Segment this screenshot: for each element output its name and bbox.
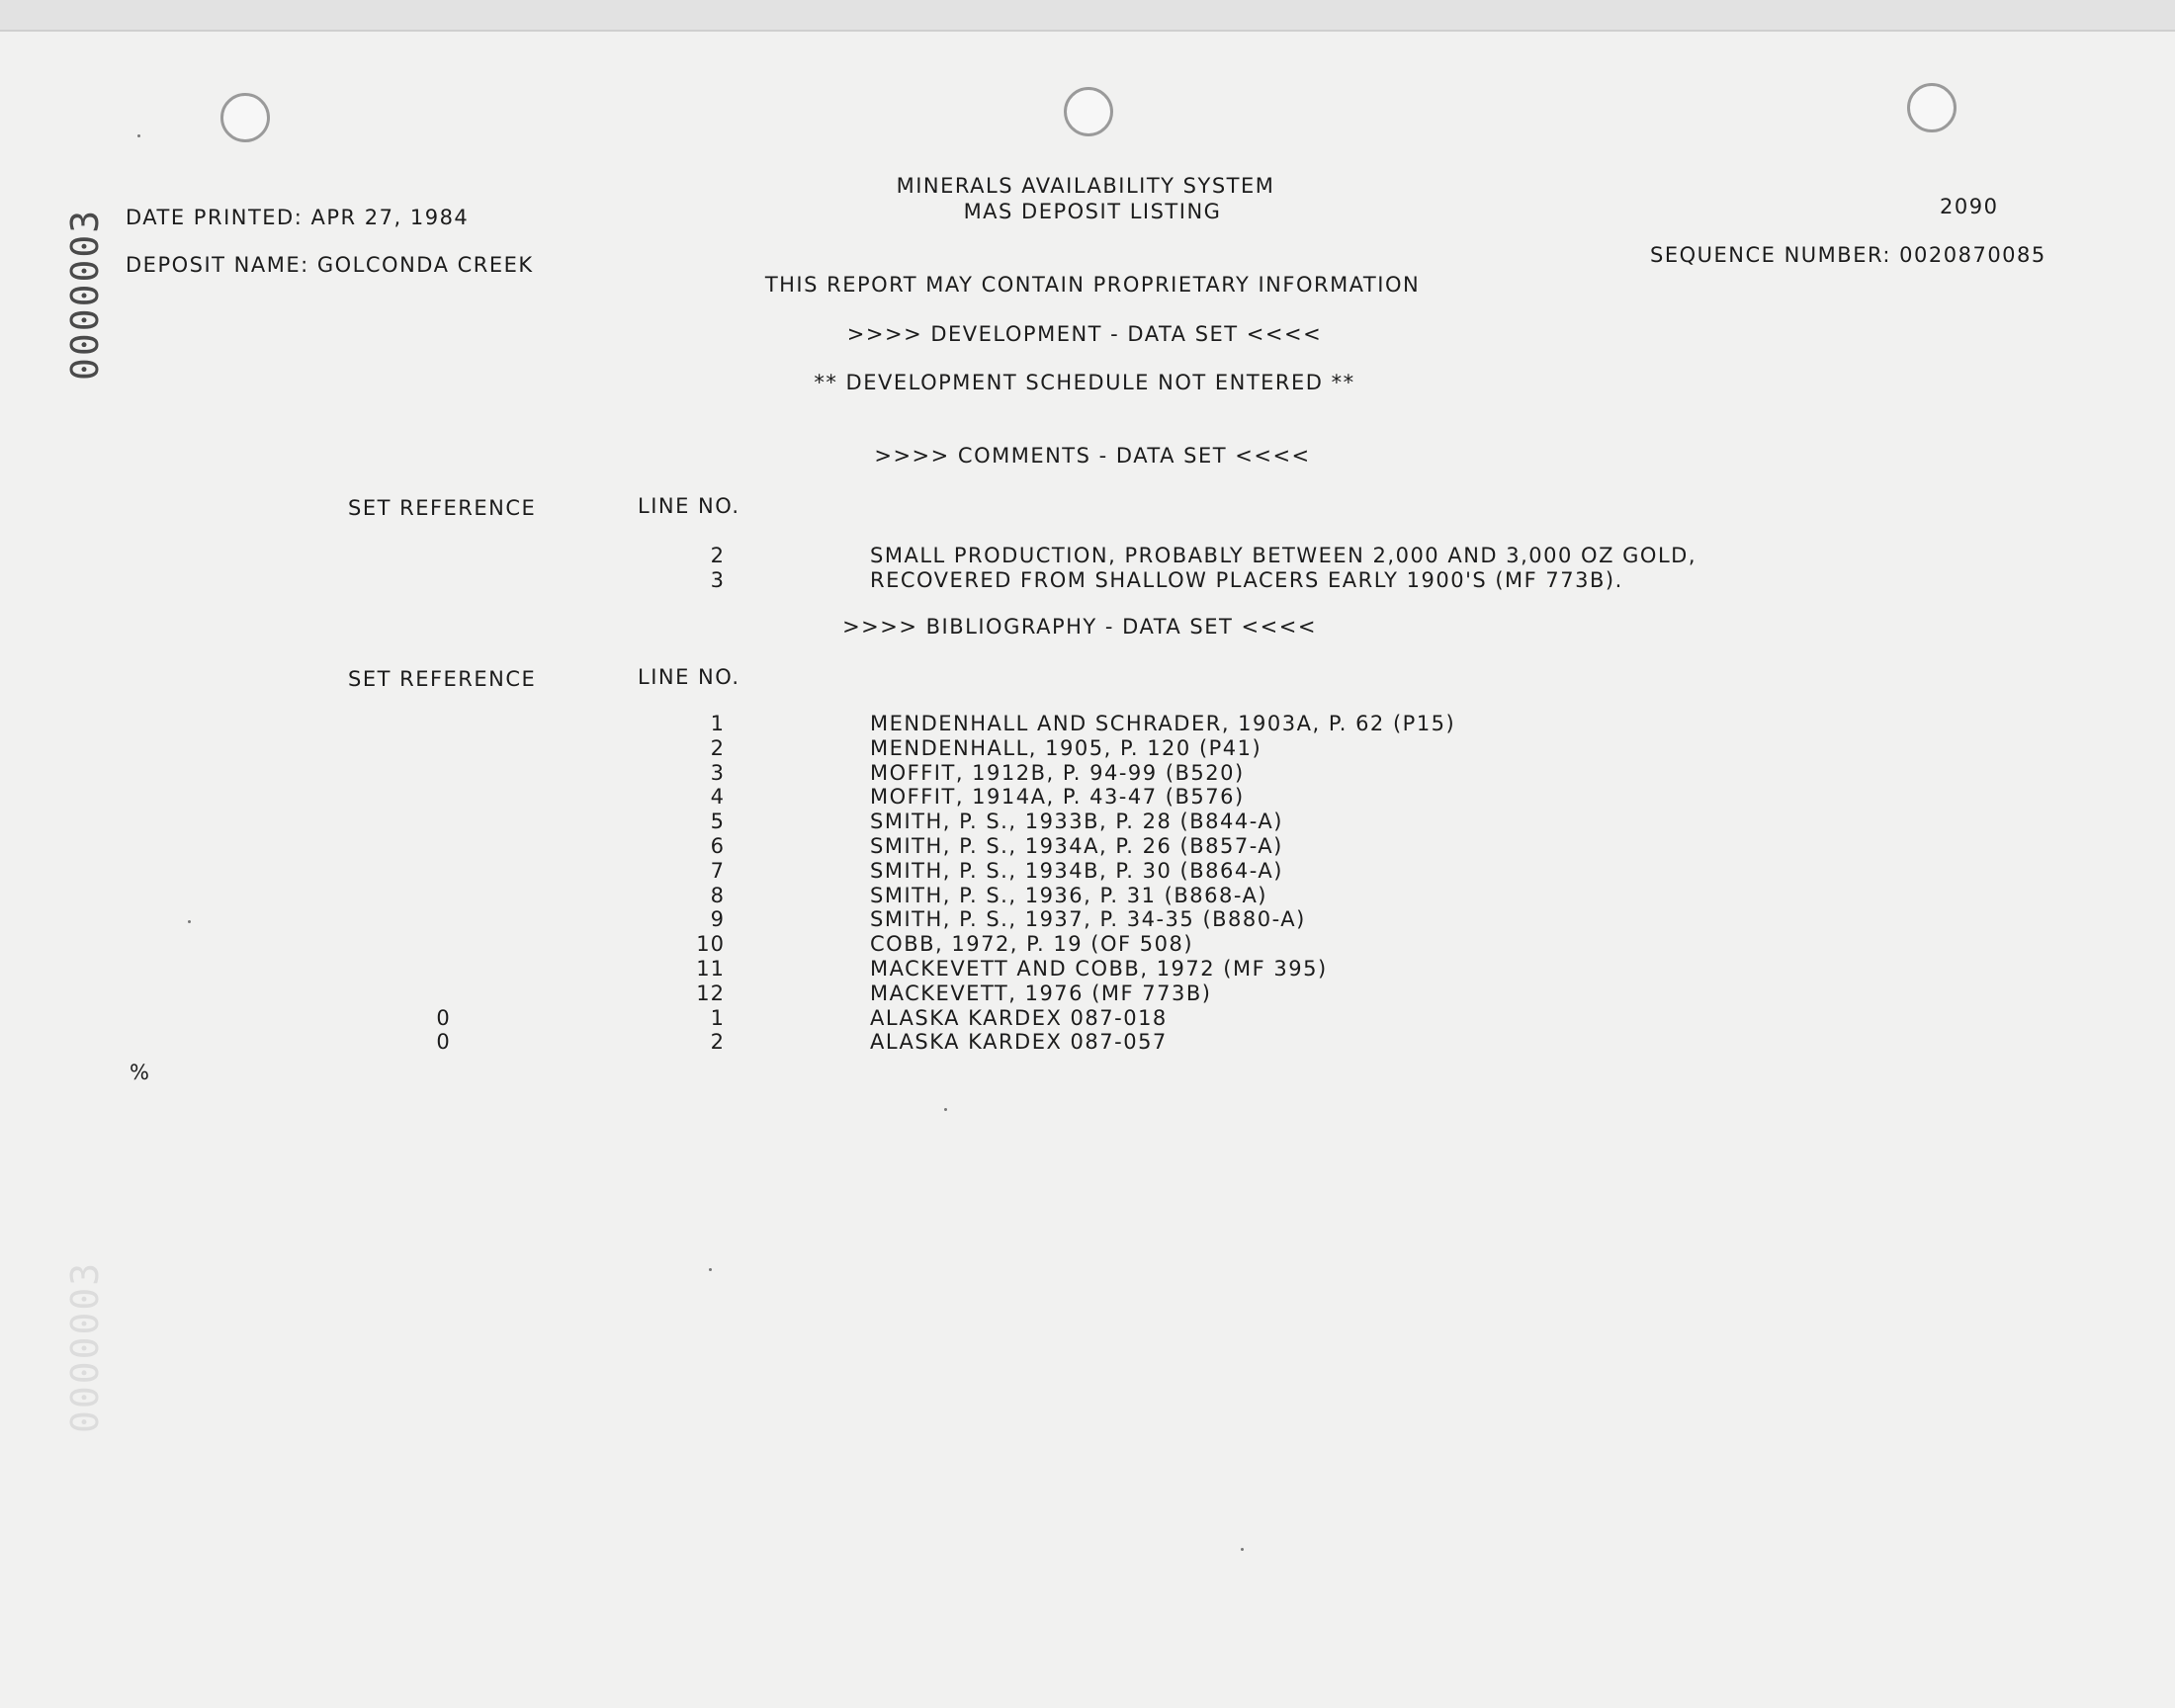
bibliography-row xyxy=(0,785,2175,810)
line-no: 3 xyxy=(710,567,725,592)
scan-speck xyxy=(1241,1548,1244,1551)
citation-text: SMITH, P. S., 1934B, P. 30 (B864-A) xyxy=(870,858,1283,883)
line-no: 6 xyxy=(710,834,725,858)
bibliography-row xyxy=(0,1006,2175,1031)
citation-text: SMITH, P. S., 1933B, P. 28 (B844-A) xyxy=(870,810,1283,834)
bibliography-row xyxy=(0,761,2175,786)
margin-stamp-faint: 0000003 xyxy=(63,1260,107,1433)
page-number: 2090 xyxy=(1940,195,1999,218)
scan-top-band xyxy=(0,0,2175,30)
comment-row xyxy=(0,544,2175,568)
citation-text: MACKEVETT, 1976 (MF 773B) xyxy=(870,981,1212,1005)
line-no: 9 xyxy=(710,907,725,932)
footer-mark: % xyxy=(130,1061,151,1084)
deposit-name: DEPOSIT NAME: GOLCONDA CREEK xyxy=(126,253,534,277)
line-no: 5 xyxy=(710,810,725,834)
line-no: 2 xyxy=(710,735,725,760)
set-ref: 0 xyxy=(436,1030,450,1055)
comment-text: RECOVERED FROM SHALLOW PLACERS EARLY 1900'S (MF 773B). xyxy=(870,567,1623,592)
bibliography-row xyxy=(0,1030,2175,1055)
comments-col-line-no: LINE NO. xyxy=(638,494,740,518)
citation-text: MENDENHALL, 1905, P. 120 (P41) xyxy=(870,735,1262,760)
line-no: 7 xyxy=(710,858,725,883)
development-notice: ** DEVELOPMENT SCHEDULE NOT ENTERED ** xyxy=(814,371,1355,394)
bibliography-row xyxy=(0,957,2175,982)
line-no: 4 xyxy=(710,785,725,810)
bibliography-row xyxy=(0,736,2175,761)
citation-text: SMITH, P. S., 1937, P. 34-35 (B880-A) xyxy=(870,907,1306,932)
scan-speck xyxy=(944,1108,947,1111)
line-no: 2 xyxy=(710,1030,725,1055)
line-no: 8 xyxy=(710,883,725,907)
bibliography-col-line-no: LINE NO. xyxy=(638,665,740,689)
system-title: MINERALS AVAILABILITY SYSTEM xyxy=(896,174,1275,198)
bibliography-heading: >>>> BIBLIOGRAPHY - DATA SET <<<< xyxy=(842,615,1317,639)
listing-title: MAS DEPOSIT LISTING xyxy=(963,200,1222,223)
citation-text: MACKEVETT AND COBB, 1972 (MF 395) xyxy=(870,957,1328,981)
punch-hole-left xyxy=(220,93,270,142)
bibliography-row xyxy=(0,907,2175,932)
paper-edge xyxy=(0,30,2175,32)
citation-text: SMITH, P. S., 1934A, P. 26 (B857-A) xyxy=(870,834,1283,858)
bibliography-col-set-reference: SET REFERENCE xyxy=(348,667,537,691)
bibliography-row xyxy=(0,834,2175,859)
scan-speck xyxy=(188,920,191,923)
line-no: 2 xyxy=(710,544,725,567)
punch-hole-center xyxy=(1064,87,1113,136)
citation-text: MENDENHALL AND SCHRADER, 1903A, P. 62 (P15) xyxy=(870,712,1456,735)
line-no: 3 xyxy=(710,760,725,785)
development-heading: >>>> DEVELOPMENT - DATA SET <<<< xyxy=(846,322,1323,346)
line-no: 11 xyxy=(696,957,725,981)
bibliography-row xyxy=(0,859,2175,884)
date-printed: DATE PRINTED: APR 27, 1984 xyxy=(126,206,470,229)
citation-text: MOFFIT, 1912B, P. 94-99 (B520) xyxy=(870,760,1245,785)
punch-hole-right xyxy=(1907,83,1957,132)
line-no: 10 xyxy=(696,932,725,957)
comment-row xyxy=(0,568,2175,593)
line-no: 12 xyxy=(696,981,725,1005)
bibliography-row xyxy=(0,712,2175,736)
scan-speck xyxy=(709,1268,712,1271)
citation-text: MOFFIT, 1914A, P. 43-47 (B576) xyxy=(870,785,1245,810)
bibliography-row xyxy=(0,810,2175,834)
bibliography-row xyxy=(0,884,2175,908)
line-no: 1 xyxy=(710,712,725,735)
bibliography-row xyxy=(0,982,2175,1006)
line-no: 1 xyxy=(710,1005,725,1030)
citation-text: ALASKA KARDEX 087-018 xyxy=(870,1005,1168,1030)
comments-heading: >>>> COMMENTS - DATA SET <<<< xyxy=(874,444,1311,468)
scan-speck xyxy=(137,134,140,137)
margin-stamp: 0000003 xyxy=(63,208,107,381)
comments-col-set-reference: SET REFERENCE xyxy=(348,496,537,520)
citation-text: ALASKA KARDEX 087-057 xyxy=(870,1030,1168,1055)
sequence-number: SEQUENCE NUMBER: 0020870085 xyxy=(1650,243,2046,267)
citation-text: COBB, 1972, P. 19 (OF 508) xyxy=(870,932,1194,957)
set-ref: 0 xyxy=(436,1005,450,1030)
bibliography-row xyxy=(0,932,2175,957)
proprietary-notice: THIS REPORT MAY CONTAIN PROPRIETARY INFORMATION xyxy=(764,273,1421,297)
citation-text: SMITH, P. S., 1936, P. 31 (B868-A) xyxy=(870,883,1268,907)
comment-text: SMALL PRODUCTION, PROBABLY BETWEEN 2,000 AND 3,000 OZ GOLD, xyxy=(870,544,1696,567)
